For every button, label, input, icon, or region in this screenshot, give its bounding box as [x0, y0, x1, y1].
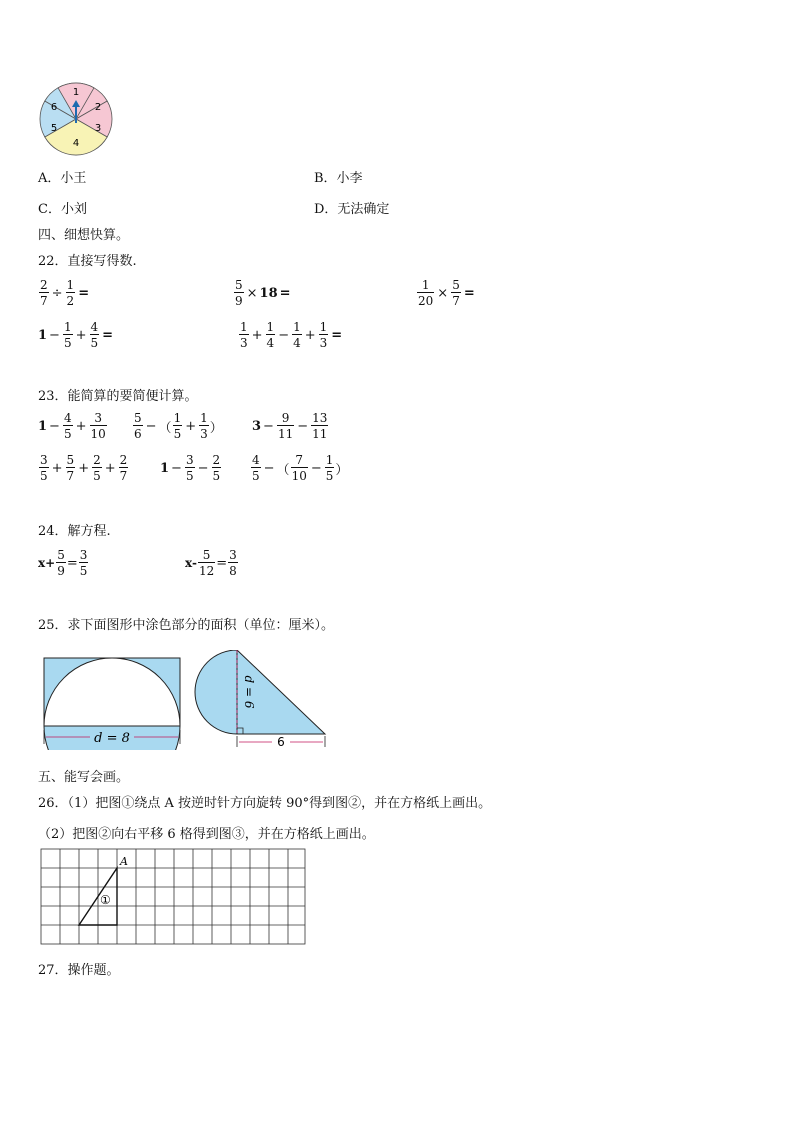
grid-lines: [41, 849, 305, 944]
q24-title: 24．解方程.: [38, 524, 111, 539]
option-d[interactable]: D．无法确定: [314, 202, 390, 217]
option-c[interactable]: C．小刘: [38, 202, 87, 217]
spinner-num-6: 6: [50, 102, 58, 113]
q23-expr-3: 3 − $\frac{9}{11}$ − $\frac{13}{11}$: [252, 411, 328, 441]
point-a-label: A: [120, 855, 128, 868]
section-5-heading: 五、能写会画。: [38, 770, 130, 785]
fig1-diameter-label: d = 8: [94, 731, 130, 746]
fig2-diameter-label: d = 6: [242, 675, 256, 709]
q27-title: 27．操作题。: [38, 963, 120, 978]
spinner-wheel: [36, 82, 116, 156]
q22-expr-5: $\frac{1}{3}$ + $\frac{1}{4}$ − $\frac{1}{4}$ + $\frac{1}{3}$ =: [240, 320, 343, 350]
fig2-base-label: 6: [277, 735, 285, 749]
fig2-half-circle: [195, 650, 237, 734]
q22-expr-2: $\frac{5}{9}$ × 18 =: [235, 278, 291, 308]
spinner-num-3: 3: [94, 123, 102, 134]
spinner-num-5: 5: [50, 123, 58, 134]
q24-equation-2: x- $\frac{5}{12}$ = $\frac{3}{8}$: [185, 548, 237, 578]
option-a[interactable]: A．小王: [38, 171, 87, 186]
grid-paper[interactable]: [40, 848, 308, 946]
q22-expr-3: $\frac{1}{20}$ × $\frac{5}{7}$ =: [418, 278, 475, 308]
option-b[interactable]: B．小李: [314, 171, 363, 186]
section-4-heading: 四、细想快算。: [38, 228, 130, 243]
q23-expr-6: $\frac{4}{5}$ − （ $\frac{7}{10}$ − $\frac{1}{5}$ ）: [252, 453, 349, 483]
q26-line-1: 26．（1）把图①绕点 A 按逆时针方向旋转 90°得到图②，并在方格纸上画出。: [38, 796, 492, 811]
q24-equation-1: x+ $\frac{5}{9}$ = $\frac{3}{5}$: [38, 548, 88, 578]
q22-title: 22．直接写得数.: [38, 254, 137, 269]
spinner-num-1: 1: [72, 87, 80, 98]
shape-1-label: ①: [100, 893, 111, 907]
q23-expr-1: 1 − $\frac{4}{5}$ + $\frac{3}{10}$: [38, 411, 106, 441]
q26-line-2: （2）把图②向右平移 6 格得到图③，并在方格纸上画出。: [38, 827, 375, 842]
spinner-num-2: 2: [94, 102, 102, 113]
q25-title: 25．求下面图形中涂色部分的面积（单位：厘米）。: [38, 618, 335, 633]
q22-expr-1: $\frac{2}{7}$ ÷ $\frac{1}{2}$ =: [40, 278, 90, 308]
q23-expr-2: $\frac{5}{6}$ − （ $\frac{1}{5}$ + $\frac{1}{3}$ ）: [134, 411, 223, 441]
q22-expr-4: 1 − $\frac{1}{5}$ + $\frac{4}{5}$ =: [38, 320, 114, 350]
q23-title: 23．能简算的要简便计算。: [38, 389, 198, 404]
q25-figures: [38, 650, 338, 750]
q23-expr-5: 1 − $\frac{3}{5}$ − $\frac{2}{5}$: [160, 453, 221, 483]
spinner-num-4: 4: [72, 138, 80, 149]
q23-expr-4: $\frac{3}{5}$ + $\frac{5}{7}$ + $\frac{2}{5}$ + $\frac{2}{7}$: [40, 453, 128, 483]
